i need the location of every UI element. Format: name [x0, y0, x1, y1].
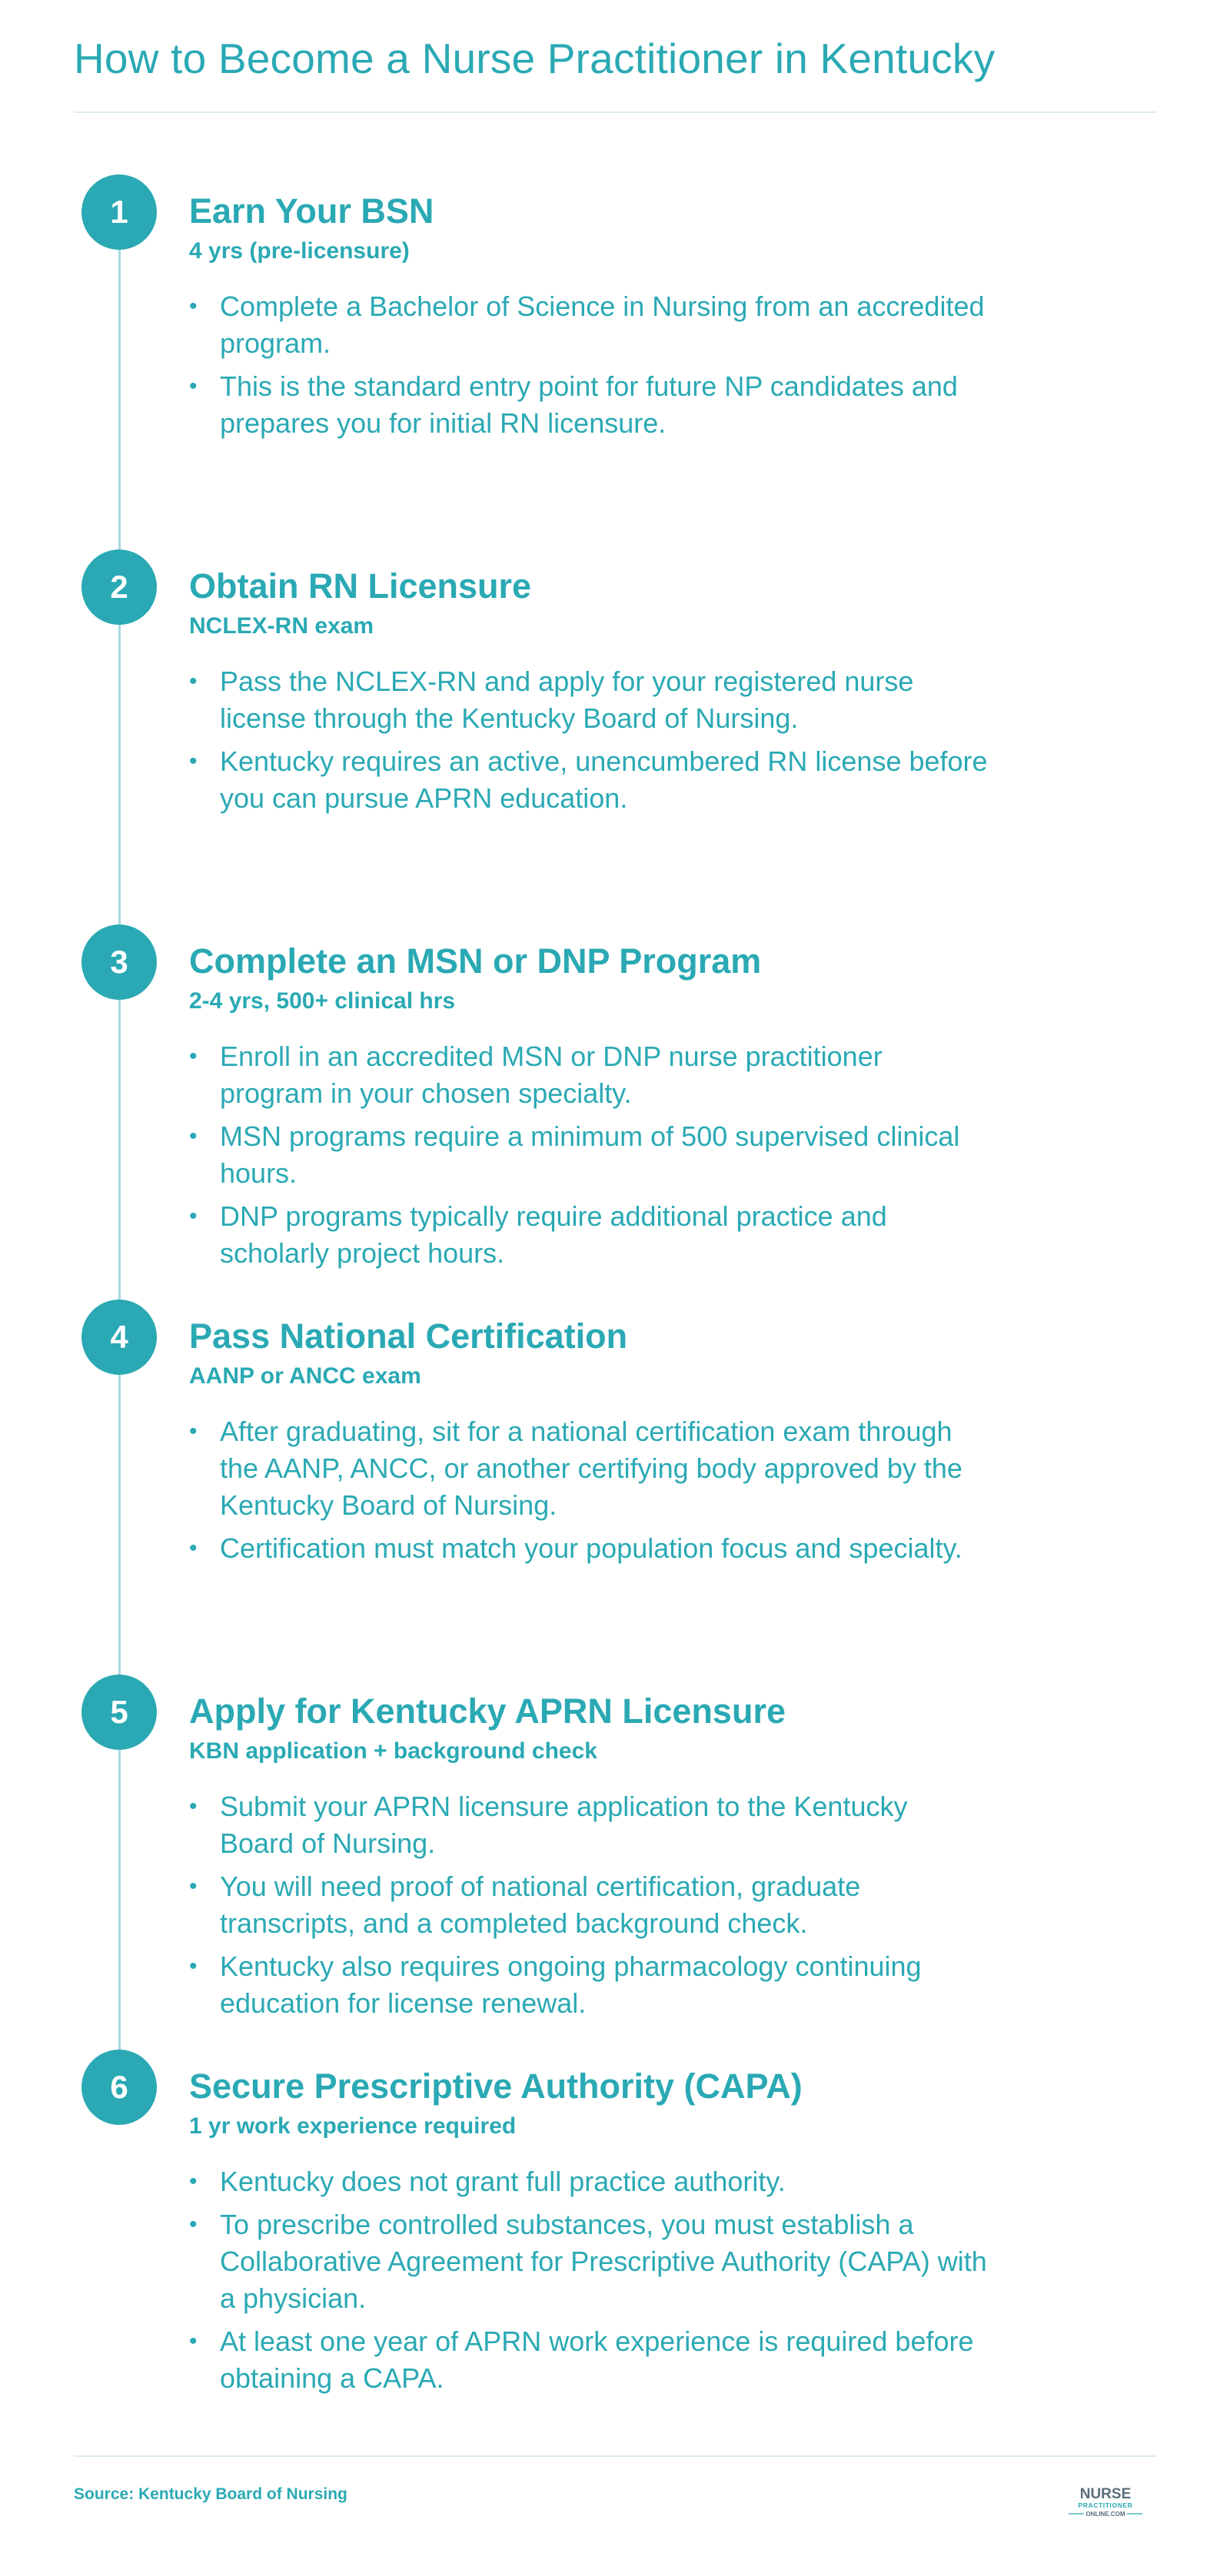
- bullet-text: DNP programs typically require additional practice and scholarly project hours.: [220, 1200, 887, 1269]
- step-content: [189, 1690, 989, 2028]
- step-content: [189, 190, 989, 448]
- bullet-text: Certification must match your population focus and specialty.: [220, 1532, 962, 1564]
- bullet-icon: •: [189, 1794, 198, 1819]
- list-item: [189, 2163, 989, 2200]
- step-bullet-list: [189, 1038, 989, 1272]
- bullet-text: Pass the NCLEX-RN and apply for your registered nurse license through the Kentucky Board of Nursing.: [220, 666, 914, 734]
- bullet-icon: •: [189, 2169, 198, 2194]
- list-item: [189, 288, 989, 362]
- source-note: Source: Kentucky Board of Nursing: [74, 2485, 347, 2503]
- logo-line-3: ONLINE.COM: [1085, 2511, 1125, 2518]
- page-title: How to Become a Nurse Practitioner in Kentucky: [74, 35, 996, 82]
- bullet-icon: •: [189, 2329, 198, 2354]
- footer-divider: [74, 2455, 1156, 2457]
- list-item: [189, 1413, 989, 1524]
- bullet-icon: •: [189, 2212, 198, 2237]
- step-title: Secure Prescriptive Authority (CAPA): [189, 2066, 803, 2106]
- step-number-badge: 3: [81, 925, 157, 1000]
- step-number-badge: 1: [81, 174, 157, 250]
- list-item: [189, 1530, 989, 1567]
- step-bullet-list: [189, 1413, 989, 1567]
- bullet-icon: •: [189, 1874, 198, 1899]
- bullet-text: Kentucky does not grant full practice authority.: [220, 2166, 786, 2197]
- bullet-icon: •: [189, 1419, 198, 1444]
- step-subtitle: 1 yr work experience required: [189, 2113, 517, 2139]
- list-item: [189, 2206, 989, 2317]
- bullet-text: MSN programs require a minimum of 500 supervised clinical hours.: [220, 1120, 960, 1189]
- step-bullet-list: [189, 1788, 989, 2022]
- bullet-text: Complete a Bachelor of Science in Nursing from an accredited program.: [220, 290, 985, 359]
- step-content: [189, 565, 989, 823]
- list-item: [189, 1788, 989, 1862]
- step-title: Obtain RN Licensure: [189, 566, 532, 606]
- bullet-icon: •: [189, 1203, 198, 1229]
- bullet-icon: •: [189, 1044, 198, 1069]
- step-bullet-list: [189, 288, 989, 442]
- list-item: [189, 2323, 989, 2397]
- bullet-text: Submit your APRN licensure application to the Kentucky Board of Nursing.: [220, 1791, 908, 1859]
- bullet-text: At least one year of APRN work experience is required before obtaining a CAPA.: [220, 2325, 974, 2394]
- step-content: [189, 2065, 989, 2403]
- list-item: [189, 1038, 989, 1112]
- step-number-badge: 4: [81, 1300, 157, 1375]
- step-subtitle: KBN application + background check: [189, 1738, 597, 1764]
- list-item: [189, 1198, 989, 1272]
- logo-line-2: PRACTITIONER: [1078, 2501, 1133, 2509]
- step-subtitle: NCLEX-RN exam: [189, 613, 374, 639]
- logo-line-1: NURSE: [1079, 2486, 1132, 2502]
- bullet-text: To prescribe controlled substances, you must establish a Collaborative Agreement for Prescriptive Authority (CAPA) with a physician.: [220, 2209, 987, 2314]
- step-subtitle: AANP or ANCC exam: [189, 1363, 421, 1389]
- nurse-practitioner-online-logo: [1062, 2484, 1149, 2519]
- bullet-icon: •: [189, 669, 198, 694]
- step-title: Earn Your BSN: [189, 191, 434, 231]
- list-item: [189, 368, 989, 442]
- bullet-icon: •: [189, 1954, 198, 1979]
- timeline-line: [118, 215, 121, 2090]
- bullet-icon: •: [189, 1535, 198, 1561]
- list-item: [189, 663, 989, 737]
- step-subtitle: 4 yrs (pre-licensure): [189, 238, 410, 264]
- bullet-text: Kentucky also requires ongoing pharmacology continuing education for license renewal.: [220, 1950, 922, 2019]
- step-bullet-list: [189, 2163, 989, 2397]
- step-number-badge: 5: [81, 1675, 157, 1750]
- step-title: Complete an MSN or DNP Program: [189, 941, 762, 981]
- step-number-badge: 6: [81, 2050, 157, 2125]
- list-item: [189, 1118, 989, 1192]
- bullet-text: Enroll in an accredited MSN or DNP nurse practitioner program in your chosen specialty.: [220, 1041, 883, 1109]
- step-title: Apply for Kentucky APRN Licensure: [189, 1691, 786, 1731]
- bullet-icon: •: [189, 373, 198, 399]
- bullet-icon: •: [189, 1124, 198, 1149]
- step-bullet-list: [189, 663, 989, 817]
- bullet-text: You will need proof of national certification, graduate transcripts, and a completed background check.: [220, 1871, 861, 1939]
- step-content: [189, 940, 989, 1278]
- header-divider: [74, 111, 1156, 113]
- list-item: [189, 743, 989, 817]
- step-subtitle: 2-4 yrs, 500+ clinical hrs: [189, 988, 456, 1014]
- step-content: [189, 1315, 989, 1573]
- bullet-icon: •: [189, 294, 198, 319]
- bullet-text: Kentucky requires an active, unencumbered RN license before you can pursue APRN education.: [220, 745, 988, 814]
- bullet-text: After graduating, sit for a national certification exam through the AANP, ANCC, or another certifying body approved by the Kentucky Board of Nursing.: [220, 1416, 962, 1521]
- bullet-icon: •: [189, 749, 198, 774]
- list-item: [189, 1868, 989, 1942]
- step-number-badge: 2: [81, 549, 157, 625]
- bullet-text: This is the standard entry point for future NP candidates and prepares you for initial RN licensure.: [220, 370, 958, 439]
- step-title: Pass National Certification: [189, 1316, 628, 1356]
- list-item: [189, 1948, 989, 2022]
